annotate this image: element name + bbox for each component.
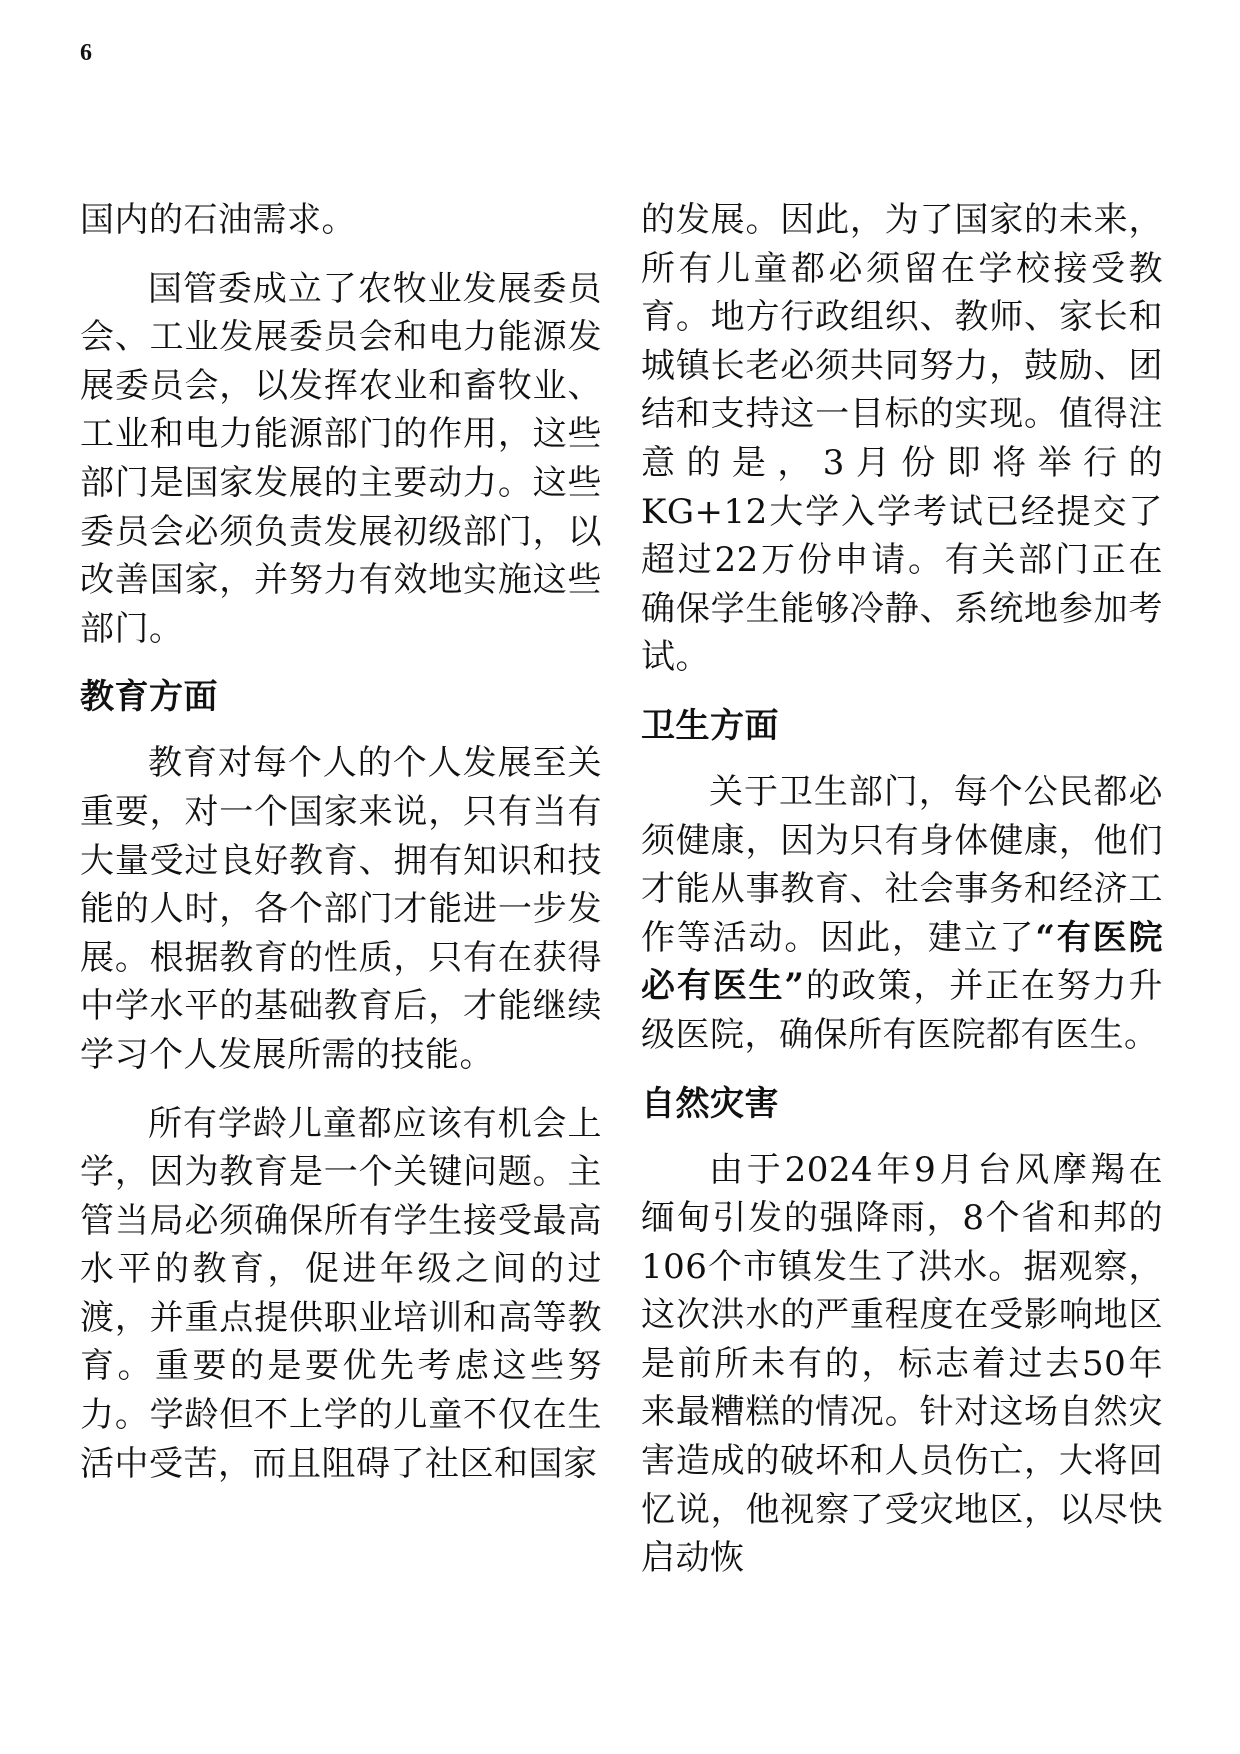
paragraph-flood: 由于2024年9月台风摩羯在缅甸引发的强降雨，8个省和邦的106个市镇发生了洪水。据观察，这次洪水的严重程度在受影响地区是前所未有的，标志着过去50年来最糟糕的情况。针对这场自然灾害造成的破坏和人员伤亡，大将回忆说，他视察了受灾地区，以尽快启动恢 — [641, 1149, 1163, 1579]
policy-name: “有医院必有医生” — [641, 917, 1164, 1007]
left-column — [80, 196, 602, 1508]
paragraph-education-future: 的发展。因此，为了国家的未来，所有儿童都必须留在学校接受教育。地方行政组织、教师、家长和城镇长老必须共同努力，鼓励、团结和支持这一目标的实现。值得注意的是，3月份即将举行的KG+12大学入学考试已经提交了超过22万份申请。有关部门正在确保学生能够冷静、系统地参加考试。 — [641, 200, 1163, 678]
right-column — [641, 196, 1163, 1603]
heading-natural-disaster: 自然灾害 — [641, 1083, 779, 1124]
heading-education: 教育方面 — [80, 677, 218, 718]
page-number: 6 — [80, 40, 92, 66]
heading-health: 卫生方面 — [641, 705, 779, 746]
paragraph-development-committees: 国管委成立了农牧业发展委员会、工业发展委员会和电力能源发展委员会，以发挥农业和畜牧业、工业和电力能源部门的作用，这些部门是国家发展的主要动力。这些委员会必须负责发展初级部门，以改善国家，并努力有效地实施这些部门。 — [80, 268, 602, 649]
health-text-after: 的政策，并正在努力升级医院，确保所有医院都有医生。 — [641, 966, 1163, 1055]
paragraph-oil-demand: 国内的石油需求。 — [80, 200, 356, 240]
paragraph-education-importance: 教育对每个人的个人发展至关重要，对一个国家来说，只有当有大量受过良好教育、拥有知识和技能的人时，各个部门才能进一步发展。根据教育的性质，只有在获得中学水平的基础教育后，才能继续学习个人发展所需的技能。 — [80, 743, 602, 1075]
paragraph-health — [641, 768, 1163, 1060]
health-text-before: 关于卫生部门，每个公民都必须健康，因为只有身体健康，他们才能从事教育、社会事务和经济工作等活动。因此，建立了 — [641, 771, 1163, 958]
paragraph-school-age-children: 所有学龄儿童都应该有机会上学，因为教育是一个关键问题。主管当局必须确保所有学生接受最高水平的教育，促进年级之间的过渡，并重点提供职业培训和高等教育。重要的是要优先考虑这些努力。学龄但不上学的儿童不仅在生活中受苦，而且阻碍了社区和国家 — [80, 1103, 602, 1484]
